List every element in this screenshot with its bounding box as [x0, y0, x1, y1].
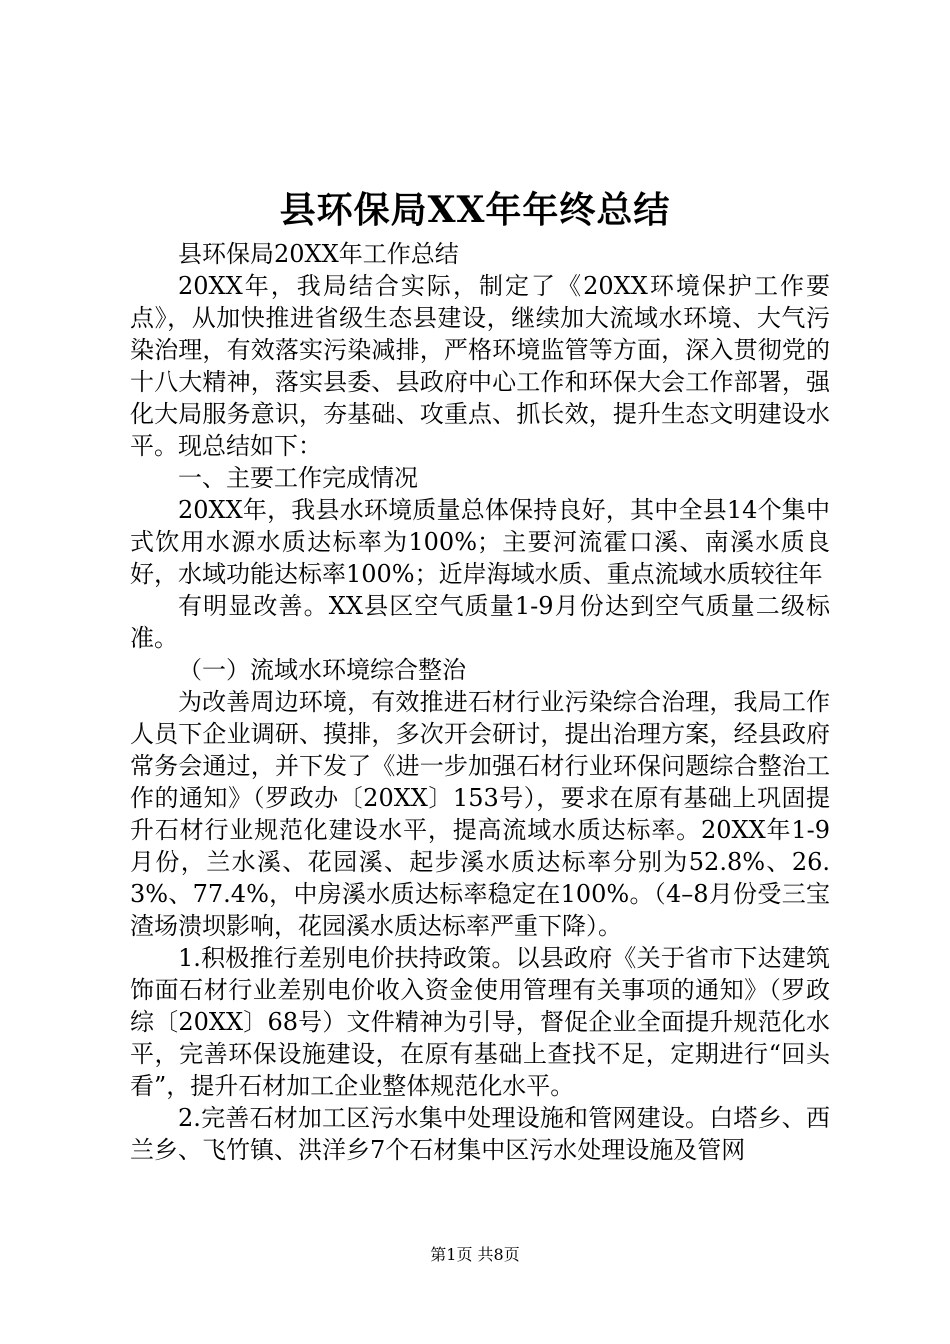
paragraph-water-quality: 20XX年，我县水环境质量总体保持良好，其中全县14个集中式饮用水源水质达标率为100%；主要河流霍口溪、南溪水质良好，水域功能达标率100%；近岸海域水质、重点流域水质较往年: [130, 496, 830, 588]
paragraph-subtitle: 县环保局20XX年工作总结: [178, 240, 459, 268]
section-heading-main-work: 一、主要工作完成情况: [178, 464, 418, 492]
page-footer: 第1页 共8页: [430, 1245, 520, 1264]
paragraph-item-2: 2.完善石材加工区污水集中处理设施和管网建设。白塔乡、西兰乡、飞竹镇、洪洋乡7个石材集中区污水处理设施及管网: [130, 1104, 830, 1164]
paragraph-stone-industry: 为改善周边环境，有效推进石材行业污染综合治理，我局工作人员下企业调研、摸排，多次开会研讨，提出治理方案，经县政府常务会通过，并下发了《进一步加强石材行业环保问题综合整治工作的通知》（罗政办〔20XX〕153号），要求在原有基础上巩固提升石材行业规范化建设水平，提高流域水质达标率。20XX年1-9月份，兰水溪、花园溪、起步溪水质达标率分别为52.8%、26.3%、77.4%，中房溪水质达标率稳定在100%。（4–8月份受三宝渣场溃坝影响，花园溪水质达标率严重下降）。: [130, 688, 830, 940]
document-title: 县环保局XX年年终总结: [279, 189, 671, 231]
paragraph-air-quality: 有明显改善。XX县区空气质量1-9月份达到空气质量二级标准。: [130, 592, 830, 652]
paragraph-intro: 20XX年，我局结合实际，制定了《20XX环境保护工作要点》，从加快推进省级生态县建设，继续加大流域水环境、大气污染治理，有效落实污染减排，严格环境监管等方面，深入贯彻党的十八大精神，落实县委、县政府中心工作和环保大会工作部署，强化大局服务意识，夯基础、攻重点、抓长效，提升生态文明建设水平。现总结如下：: [130, 272, 830, 460]
document-body: [130, 238, 830, 1166]
section-heading-watershed: （一）流域水环境综合整治: [178, 656, 466, 684]
paragraph-item-1: 1.积极推行差别电价扶持政策。以县政府《关于省市下达建筑饰面石材行业差别电价收入资金使用管理有关事项的通知》（罗政综〔20XX〕68号）文件精神为引导，督促企业全面提升规范化水平，完善环保设施建设，在原有基础上查找不足，定期进行“回头看”，提升石材加工企业整体规范化水平。: [130, 944, 830, 1100]
